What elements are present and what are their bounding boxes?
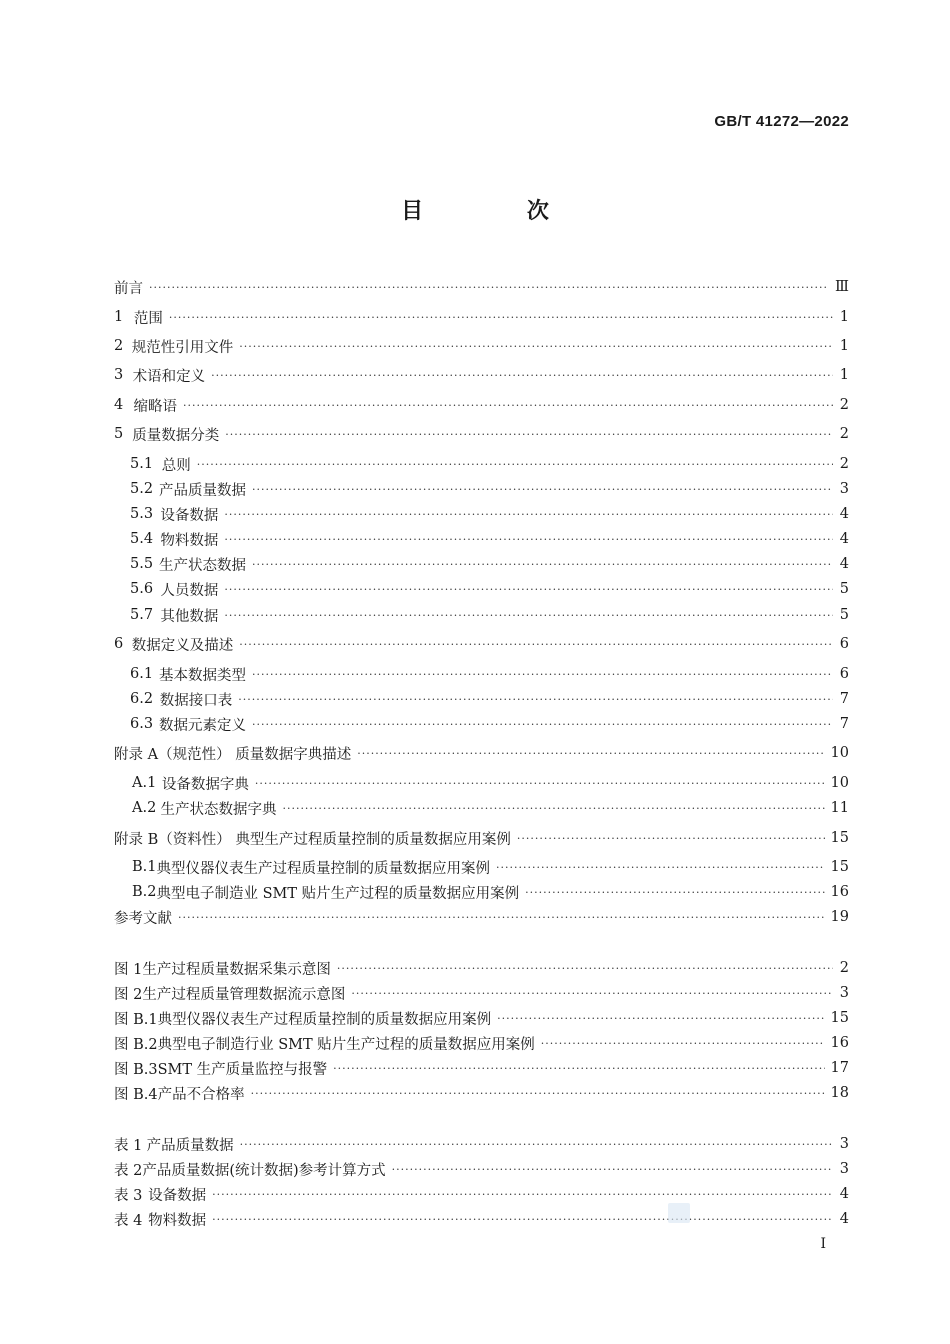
- toc-entry-number: B.1: [132, 859, 157, 875]
- page-number: I: [820, 1236, 826, 1252]
- toc-entry-page: 3: [839, 481, 849, 497]
- toc-figure-b1[interactable]: [114, 1006, 849, 1030]
- toc-entry-page: 1: [839, 309, 849, 325]
- toc-entry-page: 4: [839, 556, 849, 572]
- toc-entry-page: 1: [839, 338, 849, 354]
- toc-entry-text: 设备数据: [160, 507, 219, 524]
- toc-entry-number: B.2: [132, 884, 157, 900]
- toc-entry-text: 缩略语: [133, 398, 177, 415]
- toc-entry-text: 产品不合格率: [157, 1086, 245, 1103]
- toc-entry-text: 生产状态数据字典: [160, 801, 277, 818]
- toc-entry-number: 1: [114, 309, 124, 325]
- page-title: 目 次: [401, 198, 597, 224]
- toc-entry-number: 表 4: [114, 1212, 143, 1229]
- toc-entry-page: 10: [830, 775, 849, 791]
- toc-entry-page: 10: [830, 745, 849, 761]
- toc-entry-text: 产品质量数据(统计数据)参考计算方式: [142, 1162, 386, 1179]
- toc-table-4[interactable]: [114, 1207, 849, 1231]
- leader-dots: [255, 778, 825, 789]
- toc-entry-bibliography[interactable]: [114, 905, 849, 929]
- toc-entry-number: 3: [114, 367, 124, 383]
- leader-dots: [197, 459, 833, 470]
- leader-dots: [525, 887, 824, 898]
- toc-entry-number: 5.6: [130, 581, 154, 597]
- toc-entry-page: 11: [830, 800, 849, 816]
- toc-entry-text: 规范性引用文件: [131, 339, 234, 356]
- toc-entry-text: SMT 生产质量监控与报警: [157, 1061, 328, 1078]
- toc-entry-5-6[interactable]: [114, 577, 849, 601]
- toc-entry-text: 质量数据分类: [132, 427, 220, 444]
- leader-dots: [252, 484, 833, 495]
- toc-entry-number: 6.1: [130, 666, 154, 682]
- toc-entry-text: 人员数据: [160, 582, 219, 599]
- toc-entry-number: 表 3: [114, 1187, 143, 1204]
- toc-entry-page: 17: [830, 1060, 849, 1076]
- toc-entry-6-2[interactable]: [114, 687, 849, 711]
- toc-entry-number: 2: [114, 338, 124, 354]
- leader-dots: [240, 1139, 833, 1150]
- leader-dots: [224, 534, 833, 545]
- toc-entry-number: 5.5: [130, 556, 154, 572]
- toc-entry-5[interactable]: [114, 422, 849, 446]
- toc-entry-page: 2: [839, 426, 849, 442]
- leader-dots: [224, 610, 833, 621]
- leader-dots: [541, 1038, 825, 1049]
- toc-entry-number: 图 B.3: [114, 1061, 158, 1078]
- leader-dots: [239, 639, 833, 650]
- toc-entry-number: 图 B.2: [114, 1036, 158, 1053]
- toc-entry-page: 16: [830, 1035, 849, 1051]
- toc-entry-number: 5.3: [130, 506, 154, 522]
- toc-entry-b-2[interactable]: [114, 880, 849, 904]
- toc-entry-number: 5.7: [130, 607, 154, 623]
- toc-entry-6[interactable]: [114, 632, 849, 656]
- leader-dots: [282, 803, 824, 814]
- toc-figure-2[interactable]: [114, 981, 849, 1005]
- toc-entry-5-5[interactable]: [114, 552, 849, 576]
- toc-entry-page: Ⅲ: [835, 279, 849, 295]
- toc-entry-text: 物料数据: [160, 532, 219, 549]
- toc-entry-text: 典型电子制造业 SMT 贴片生产过程的质量数据应用案例: [156, 885, 520, 902]
- toc-entry-5-2[interactable]: [114, 477, 849, 501]
- toc-entry-page: 3: [839, 1161, 849, 1177]
- leader-dots: [357, 748, 824, 759]
- toc-entry-text: 附录 B（资料性） 典型生产过程质量控制的质量数据应用案例: [114, 831, 511, 848]
- toc-entry-page: 2: [839, 960, 849, 976]
- toc-entry-text: 术语和定义: [132, 368, 206, 385]
- toc-entry-text: 设备数据字典: [161, 776, 249, 793]
- leader-dots: [252, 719, 833, 730]
- toc-entry-number: 图 B.4: [114, 1086, 158, 1103]
- leader-dots: [224, 584, 833, 595]
- toc-entry-text: 前言: [114, 280, 143, 297]
- toc-entry-number: A.1: [132, 775, 157, 791]
- leader-dots: [337, 963, 833, 974]
- toc-entry-number: 6: [114, 636, 124, 652]
- leader-dots: [392, 1164, 833, 1175]
- watermark-stamp: [668, 1203, 690, 1223]
- toc-entry-page: 6: [839, 666, 849, 682]
- toc-entry-text: 典型电子制造行业 SMT 贴片生产过程的质量数据应用案例: [157, 1036, 535, 1053]
- toc-entry-page: 19: [830, 909, 849, 925]
- toc-entry-text: 范围: [133, 310, 163, 327]
- toc-entry-number: A.2: [132, 800, 157, 816]
- leader-dots: [239, 341, 833, 352]
- toc-figure-b3[interactable]: [114, 1056, 849, 1080]
- leader-dots: [517, 833, 825, 844]
- leader-dots: [212, 1214, 833, 1225]
- toc-figure-1[interactable]: [114, 956, 849, 980]
- leader-dots: [149, 282, 829, 293]
- toc-entry-text: 数据接口表: [159, 692, 233, 709]
- toc-entry-page: 5: [839, 607, 849, 623]
- toc-entry-page: 15: [830, 830, 849, 846]
- toc-entry-number: 5.1: [130, 456, 154, 472]
- toc-entry-number: 6.2: [130, 691, 154, 707]
- toc-entry-page: 18: [830, 1085, 849, 1101]
- toc-entry-a-1[interactable]: [114, 771, 849, 795]
- toc-entry-number: 5.2: [130, 481, 154, 497]
- toc-entry-number: 4: [114, 397, 124, 413]
- toc-entry-page: 4: [839, 1211, 849, 1227]
- toc-entry-page: 4: [839, 506, 849, 522]
- leader-dots: [351, 988, 833, 999]
- leader-dots: [333, 1063, 824, 1074]
- toc-figure-b2[interactable]: [114, 1031, 849, 1055]
- toc-entry-page: 6: [839, 636, 849, 652]
- toc-entry-number: 表 2: [114, 1162, 143, 1179]
- toc-entry-number: 图 2: [114, 986, 143, 1003]
- toc-table-1[interactable]: [114, 1132, 849, 1156]
- toc-entry-6-3[interactable]: [114, 712, 849, 736]
- leader-dots: [497, 1013, 824, 1024]
- toc-entry-text: 附录 A（规范性） 质量数据字典描述: [114, 746, 352, 763]
- toc-entry-5-1[interactable]: [114, 452, 849, 476]
- toc-entry-2[interactable]: [114, 334, 849, 358]
- toc-entry-text: 参考文献: [114, 910, 172, 927]
- toc-entry-a-2[interactable]: [114, 796, 849, 820]
- leader-dots: [252, 669, 833, 680]
- leader-dots: [225, 429, 833, 440]
- toc-entry-text: 数据定义及描述: [131, 637, 234, 654]
- leader-dots: [183, 400, 833, 411]
- toc-table-2[interactable]: [114, 1157, 849, 1181]
- toc-entry-page: 15: [830, 1010, 849, 1026]
- toc-entry-1[interactable]: [114, 305, 849, 329]
- toc-entry-text: 生产过程质量数据采集示意图: [142, 961, 331, 978]
- toc-entry-text: 典型仪器仪表生产过程质量控制的质量数据应用案例: [156, 860, 490, 877]
- toc-entry-page: 7: [839, 716, 849, 732]
- toc-entry-number: 图 1: [114, 961, 143, 978]
- toc-entry-text: 其他数据: [160, 608, 219, 625]
- toc-entry-text: 产品质量数据: [159, 482, 247, 499]
- toc-entry-preface[interactable]: [114, 275, 849, 299]
- leader-dots: [169, 312, 833, 323]
- toc-entry-text: 基本数据类型: [159, 667, 247, 684]
- toc-entry-page: 2: [839, 397, 849, 413]
- toc-entry-page: 1: [839, 367, 849, 383]
- toc-entry-annex-b[interactable]: [114, 826, 849, 850]
- toc-entry-page: 3: [839, 985, 849, 1001]
- toc-entry-page: 16: [830, 884, 849, 900]
- toc-entry-page: 5: [839, 581, 849, 597]
- toc-entry-4[interactable]: [114, 393, 849, 417]
- leader-dots: [251, 1088, 825, 1099]
- toc-entry-number: 5: [114, 426, 124, 442]
- toc-figure-b4[interactable]: [114, 1081, 849, 1105]
- leader-dots: [178, 912, 825, 923]
- toc-entry-annex-a[interactable]: [114, 741, 849, 765]
- toc-entry-page: 15: [830, 859, 849, 875]
- leader-dots: [496, 862, 825, 873]
- toc-entry-text: 生产状态数据: [159, 557, 247, 574]
- toc-entry-5-7[interactable]: [114, 603, 849, 627]
- toc-table-3[interactable]: [114, 1182, 849, 1206]
- toc-entry-page: 2: [839, 456, 849, 472]
- toc-entry-text: 设备数据: [148, 1187, 207, 1204]
- toc-entry-text: 产品质量数据: [146, 1137, 234, 1154]
- toc-entry-text: 总则: [161, 457, 191, 474]
- toc-entry-6-1[interactable]: [114, 662, 849, 686]
- toc-entry-5-3[interactable]: [114, 502, 849, 526]
- leader-dots: [238, 694, 833, 705]
- toc-entry-text: 典型仪器仪表生产过程质量控制的质量数据应用案例: [157, 1011, 492, 1028]
- toc-entry-text: 生产过程质量管理数据流示意图: [142, 986, 346, 1003]
- toc-entry-page: 4: [839, 1186, 849, 1202]
- leader-dots: [252, 559, 833, 570]
- standard-number: GB/T 41272—2022: [714, 113, 849, 130]
- toc-entry-page: 3: [839, 1136, 849, 1152]
- toc-entry-page: 7: [839, 691, 849, 707]
- toc-entry-number: 6.3: [130, 716, 154, 732]
- toc-entry-b-1[interactable]: [114, 855, 849, 879]
- toc-entry-3[interactable]: [114, 363, 849, 387]
- toc-entry-number: 5.4: [130, 531, 154, 547]
- leader-dots: [211, 370, 833, 381]
- toc-entry-text: 物料数据: [148, 1212, 207, 1229]
- leader-dots: [224, 509, 833, 520]
- toc-entry-number: 图 B.1: [114, 1011, 158, 1028]
- toc-entry-text: 数据元素定义: [159, 717, 247, 734]
- toc-entry-number: 表 1: [114, 1137, 143, 1154]
- leader-dots: [212, 1189, 833, 1200]
- toc-entry-page: 4: [839, 531, 849, 547]
- toc-entry-5-4[interactable]: [114, 527, 849, 551]
